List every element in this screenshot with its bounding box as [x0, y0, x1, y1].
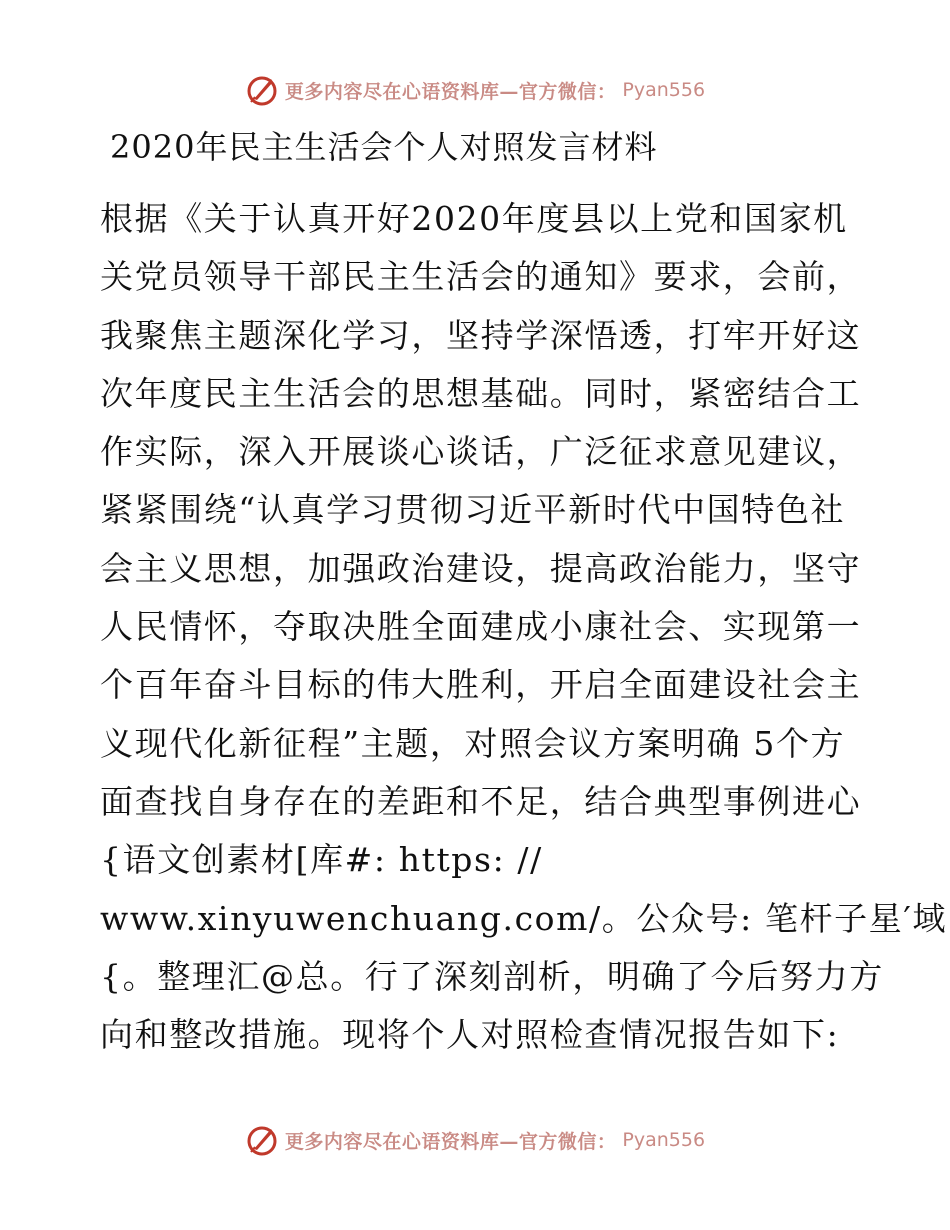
- body-line: 会主义思想，加强政治建设，提高政治能力，坚守: [100, 548, 862, 588]
- body-line: 面查找自身存在的差距和不足，结合典型事例进心: [100, 781, 862, 821]
- body-line: 作实际，深入开展谈心谈话，广泛征求意见建议，: [100, 432, 862, 472]
- page-title: 2020年民主生活会个人对照发言材料: [110, 128, 658, 166]
- body-line: 根据《关于认真开好2020年度县以上党和国家机: [100, 199, 848, 238]
- body-line: 次年度民主生活会的思想基础。同时，紧密结合工: [100, 373, 862, 413]
- wechat-id: Pyan556: [622, 1129, 706, 1151]
- body-line: 紧紧围绕“认真学习贯彻习近平新时代中国特色社: [100, 490, 846, 530]
- banner-text: 更多内容尽在心语资料库—官方微信：: [284, 1130, 617, 1153]
- body-line: 人民情怀，夺取决胜全面建成小康社会、实现第一: [100, 607, 862, 647]
- body-line: www.xinyuwenchuang.com/。公众号: 笔杆子星′域: [100, 898, 948, 938]
- body-line: 义现代化新征程”主题，对照会议方案明确 5个方: [100, 723, 846, 763]
- footer-banner: [0, 1118, 950, 1162]
- body-line: 关党员领导干部民主生活会的通知》要求，会前，: [100, 257, 862, 297]
- quill-pen-logo-icon: [245, 1123, 279, 1157]
- quill-pen-logo-icon: [245, 73, 279, 107]
- body-line: 我聚焦主题深化学习，坚持学深悟透，打牢开好这: [100, 315, 862, 355]
- body-line: 个百年奋斗目标的伟大胜利，开启全面建设社会主: [100, 665, 862, 705]
- body-line: {语文创素材[库#: https: //: [100, 840, 543, 880]
- body-line: {。整理汇@总。行了深刻剖析，明确了今后努力方: [100, 956, 884, 996]
- wechat-id: Pyan556: [622, 79, 706, 101]
- document-body: [100, 190, 948, 1064]
- banner-text: 更多内容尽在心语资料库—官方微信：: [284, 80, 617, 103]
- body-line: 向和整改措施。现将个人对照检查情况报告如下:: [100, 1015, 840, 1055]
- header-banner: [0, 68, 950, 112]
